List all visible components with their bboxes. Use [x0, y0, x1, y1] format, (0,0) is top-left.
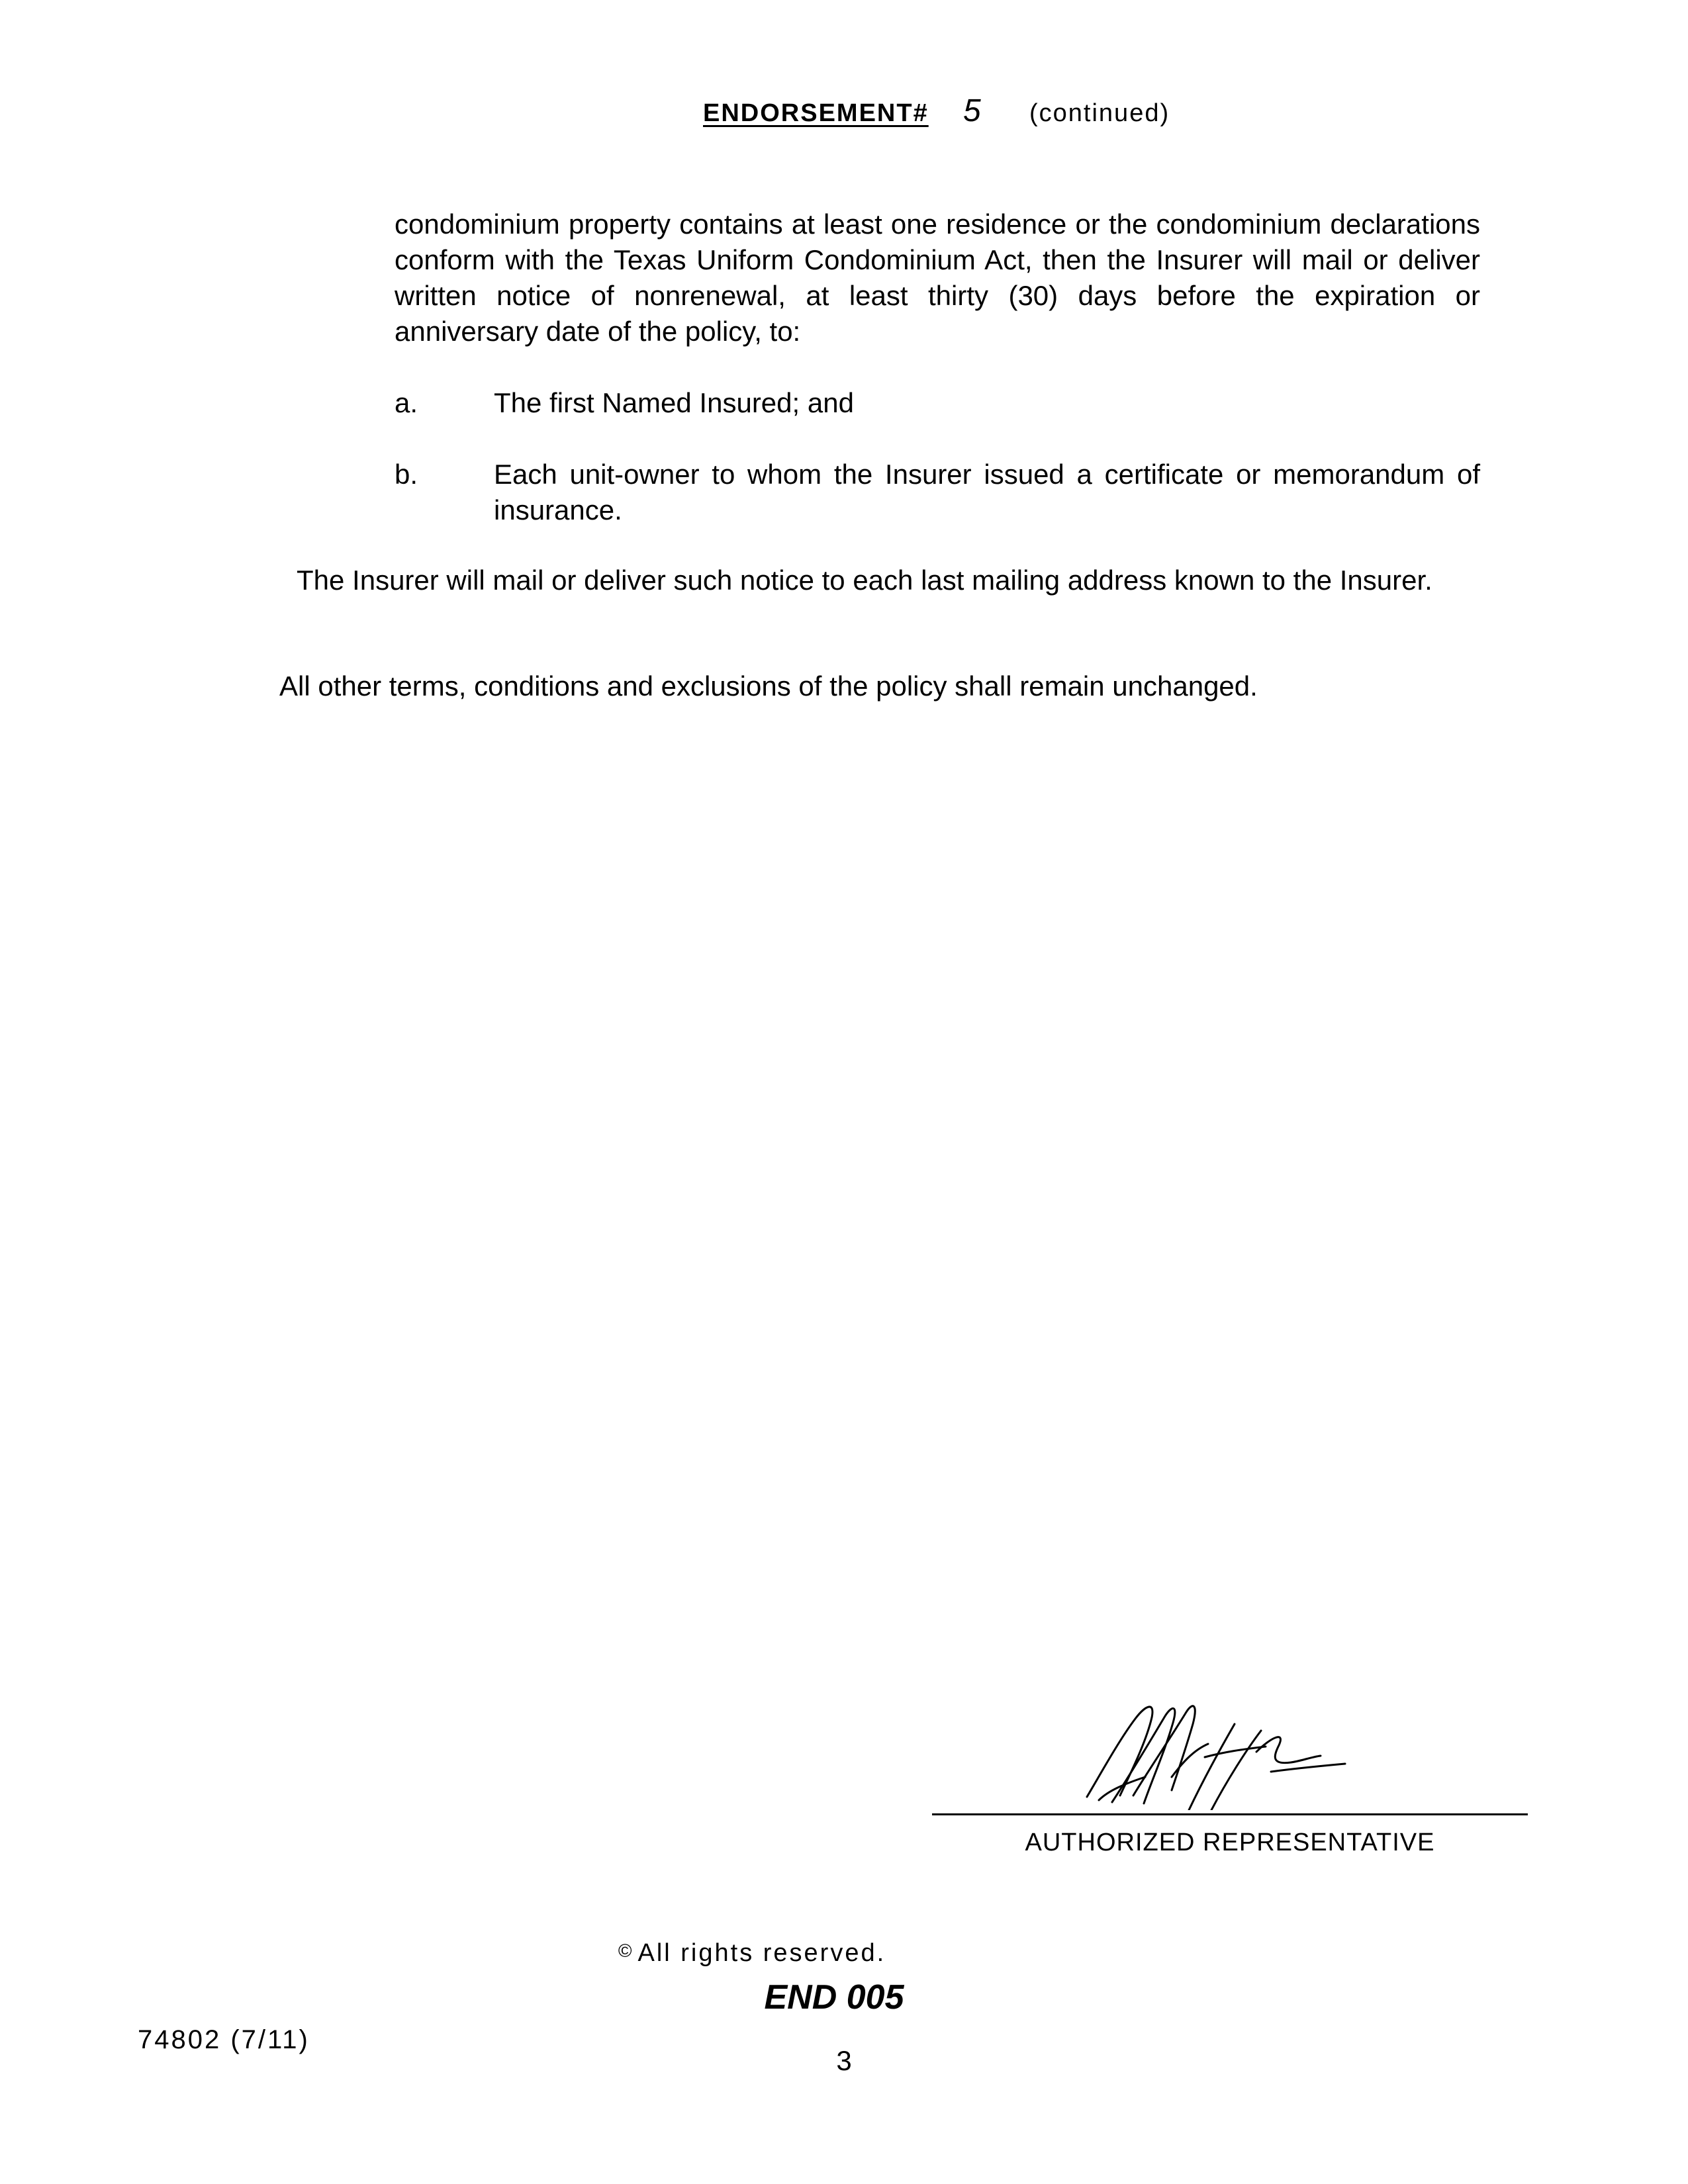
signature-line	[932, 1813, 1528, 1815]
list-item-b-text: Each unit-owner to whom the Insurer issued a certificate or memorandum of insurance.	[494, 459, 1480, 525]
endorsement-number: 5	[963, 93, 981, 128]
endorsement-header	[0, 93, 1688, 136]
page-number: 3	[836, 2045, 852, 2076]
list-item-b-marker: b.	[395, 459, 418, 490]
continued-label: (continued)	[1029, 99, 1170, 127]
copyright-text: All rights reserved.	[637, 1939, 886, 1967]
paragraph-mailing-address: The Insurer will mail or deliver such notice to each last mailing address known to the Insurer.	[297, 565, 1432, 596]
list-item-a-marker: a.	[395, 387, 418, 418]
paragraph-nonrenewal-notice: condominium property contains at least one residence or the condominium declarations conform with the Texas Uniform Condominium Act, then the Insurer will mail or deliver written notice of nonrenewal, at least thirty (30) days before the expiration or anniversary date of the policy, to:	[395, 208, 1480, 347]
handwritten-signature	[1072, 1678, 1350, 1810]
copyright-icon: ©	[618, 1940, 634, 1961]
copyright-notice	[0, 1939, 1504, 1968]
list-item-a-text: The first Named Insured; and	[494, 387, 854, 418]
authorized-representative-label: AUTHORIZED REPRESENTATIVE	[1025, 1829, 1435, 1856]
paragraph-terms-unchanged: All other terms, conditions and exclusions of the policy shall remain unchanged.	[279, 670, 1258, 702]
form-code: 74802 (7/11)	[138, 2025, 310, 2054]
form-end-label: END 005	[764, 1978, 904, 2017]
endorsement-label: ENDORSEMENT#	[703, 99, 929, 127]
